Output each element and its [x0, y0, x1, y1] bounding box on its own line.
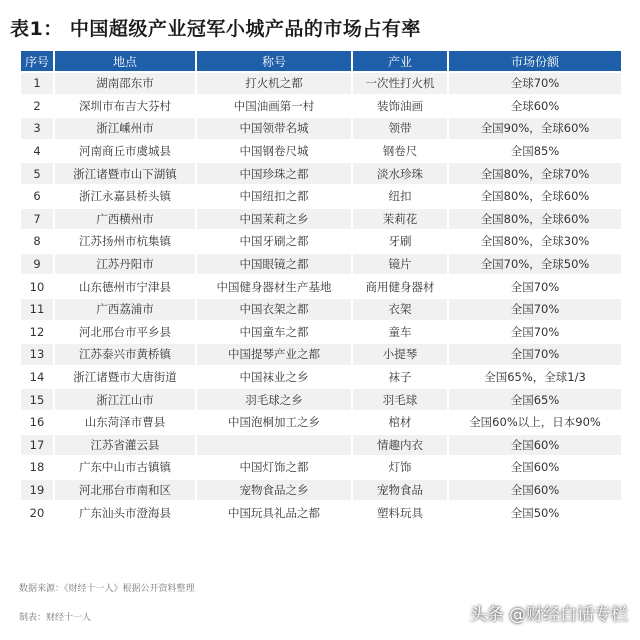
- cell-location: 河北邢台市平乡县: [55, 322, 195, 343]
- table-row: [21, 186, 621, 207]
- table-row: [21, 73, 621, 94]
- cell-market-share: 全球60%: [449, 96, 621, 117]
- cell-location: 江苏省灌云县: [55, 435, 195, 456]
- cell-market-share: 全球70%: [449, 73, 621, 94]
- cell-index: 13: [21, 344, 53, 365]
- cell-index: 14: [21, 367, 53, 388]
- cell-market-share: 全国60%: [449, 435, 621, 456]
- cell-title: 宠物食品之乡: [197, 480, 351, 501]
- table-row: [21, 502, 621, 523]
- cell-market-share: 全国80%，全球60%: [449, 209, 621, 230]
- cell-market-share: 全国65%: [449, 389, 621, 410]
- cell-location: 浙江永嘉县桥头镇: [55, 186, 195, 207]
- cell-title: 中国玩具礼品之都: [197, 502, 351, 523]
- cell-location: 山东德州市宁津县: [55, 276, 195, 297]
- cell-index: 20: [21, 502, 53, 523]
- table-row: [21, 412, 621, 433]
- cell-title: 中国牙刷之都: [197, 231, 351, 252]
- market-share-table-container: [19, 49, 621, 525]
- cell-index: 2: [21, 96, 53, 117]
- cell-market-share: 全国70%: [449, 299, 621, 320]
- cell-industry: 宠物食品: [353, 480, 447, 501]
- table-row: [21, 457, 621, 478]
- cell-location: 广西荔浦市: [55, 299, 195, 320]
- cell-industry: 情趣内衣: [353, 435, 447, 456]
- table-row: [21, 163, 621, 184]
- cell-index: 16: [21, 412, 53, 433]
- market-share-table: [19, 49, 623, 525]
- cell-index: 3: [21, 118, 53, 139]
- cell-market-share: 全国85%: [449, 141, 621, 162]
- watermark: 头条 @财经白话专栏: [469, 605, 628, 625]
- cell-market-share: 全国60%以上，日本90%: [449, 412, 621, 433]
- table-row: [21, 276, 621, 297]
- table-row: [21, 231, 621, 252]
- table-row: [21, 118, 621, 139]
- cell-title: 中国油画第一村: [197, 96, 351, 117]
- cell-title: 中国纽扣之都: [197, 186, 351, 207]
- table-maker-note: 制表：财经十一人: [19, 613, 92, 623]
- cell-location: 浙江江山市: [55, 389, 195, 410]
- table-row: [21, 435, 621, 456]
- cell-location: 浙江诸暨市大唐街道: [55, 367, 195, 388]
- cell-index: 9: [21, 254, 53, 275]
- table-row: [21, 322, 621, 343]
- table-header: [21, 51, 621, 71]
- cell-location: 河北邢台市南和区: [55, 480, 195, 501]
- header-location: 地点: [55, 51, 195, 71]
- cell-title: 中国眼镜之都: [197, 254, 351, 275]
- cell-location: 广西横州市: [55, 209, 195, 230]
- cell-title: 中国灯饰之都: [197, 457, 351, 478]
- table-row: [21, 480, 621, 501]
- cell-location: 江苏扬州市杭集镇: [55, 231, 195, 252]
- cell-industry: 塑料玩具: [353, 502, 447, 523]
- header-industry: 产业: [353, 51, 447, 71]
- table-row: [21, 299, 621, 320]
- table-row: [21, 367, 621, 388]
- table-body: [21, 73, 621, 523]
- cell-industry: 茉莉花: [353, 209, 447, 230]
- cell-index: 10: [21, 276, 53, 297]
- cell-title: 中国提琴产业之都: [197, 344, 351, 365]
- cell-title: 羽毛球之乡: [197, 389, 351, 410]
- data-source-note: 数据来源：《财经十一人》根据公开资料整理: [19, 584, 195, 594]
- cell-industry: 一次性打火机: [353, 73, 447, 94]
- cell-location: 浙江嵊州市: [55, 118, 195, 139]
- cell-index: 11: [21, 299, 53, 320]
- cell-industry: 钢卷尺: [353, 141, 447, 162]
- cell-location: 广东汕头市澄海县: [55, 502, 195, 523]
- cell-industry: 商用健身器材: [353, 276, 447, 297]
- cell-industry: 棺材: [353, 412, 447, 433]
- cell-market-share: 全国70%，全球50%: [449, 254, 621, 275]
- cell-title: 中国泡桐加工之乡: [197, 412, 351, 433]
- cell-title: 中国童车之都: [197, 322, 351, 343]
- cell-market-share: 全国90%，全球60%: [449, 118, 621, 139]
- table-row: [21, 389, 621, 410]
- table-row: [21, 254, 621, 275]
- cell-market-share: 全国65%，全球1/3: [449, 367, 621, 388]
- table-title: 表1： 中国超级产业冠军小城产品的市场占有率: [10, 18, 421, 40]
- cell-location: 山东菏泽市曹县: [55, 412, 195, 433]
- cell-market-share: 全国70%: [449, 322, 621, 343]
- cell-location: 江苏丹阳市: [55, 254, 195, 275]
- cell-industry: 纽扣: [353, 186, 447, 207]
- cell-location: 深圳市布吉大芬村: [55, 96, 195, 117]
- cell-industry: 灯饰: [353, 457, 447, 478]
- cell-index: 15: [21, 389, 53, 410]
- cell-industry: 领带: [353, 118, 447, 139]
- table-row: [21, 209, 621, 230]
- cell-market-share: 全国80%，全球70%: [449, 163, 621, 184]
- cell-location: 湖南邵东市: [55, 73, 195, 94]
- cell-industry: 袜子: [353, 367, 447, 388]
- cell-market-share: 全国80%，全球60%: [449, 186, 621, 207]
- cell-market-share: 全国50%: [449, 502, 621, 523]
- cell-market-share: 全国70%: [449, 276, 621, 297]
- cell-title: 中国茉莉之乡: [197, 209, 351, 230]
- cell-industry: 小提琴: [353, 344, 447, 365]
- cell-index: 12: [21, 322, 53, 343]
- cell-market-share: 全国60%: [449, 480, 621, 501]
- cell-industry: 淡水珍珠: [353, 163, 447, 184]
- cell-location: 河南商丘市虞城县: [55, 141, 195, 162]
- cell-title: 中国领带名城: [197, 118, 351, 139]
- cell-title: 中国袜业之乡: [197, 367, 351, 388]
- cell-title: 打火机之都: [197, 73, 351, 94]
- cell-index: 17: [21, 435, 53, 456]
- cell-location: 浙江诸暨市山下湖镇: [55, 163, 195, 184]
- cell-index: 1: [21, 73, 53, 94]
- cell-index: 4: [21, 141, 53, 162]
- cell-index: 19: [21, 480, 53, 501]
- cell-title: [197, 435, 351, 456]
- cell-index: 5: [21, 163, 53, 184]
- table-row: [21, 141, 621, 162]
- cell-index: 6: [21, 186, 53, 207]
- cell-industry: 装饰油画: [353, 96, 447, 117]
- cell-market-share: 全国70%: [449, 344, 621, 365]
- table-row: [21, 344, 621, 365]
- cell-industry: 镜片: [353, 254, 447, 275]
- cell-market-share: 全国60%: [449, 457, 621, 478]
- cell-market-share: 全国80%，全球30%: [449, 231, 621, 252]
- cell-index: 18: [21, 457, 53, 478]
- cell-title: 中国珍珠之都: [197, 163, 351, 184]
- cell-location: 广东中山市古镇镇: [55, 457, 195, 478]
- cell-title: 中国健身器材生产基地: [197, 276, 351, 297]
- cell-industry: 牙刷: [353, 231, 447, 252]
- header-market-share: 市场份额: [449, 51, 621, 71]
- cell-title: 中国衣架之都: [197, 299, 351, 320]
- cell-industry: 羽毛球: [353, 389, 447, 410]
- header-index: 序号: [21, 51, 53, 71]
- cell-index: 7: [21, 209, 53, 230]
- header-row: [21, 51, 621, 71]
- cell-industry: 衣架: [353, 299, 447, 320]
- table-row: [21, 96, 621, 117]
- cell-location: 江苏泰兴市黄桥镇: [55, 344, 195, 365]
- cell-industry: 童车: [353, 322, 447, 343]
- cell-index: 8: [21, 231, 53, 252]
- header-title: 称号: [197, 51, 351, 71]
- cell-title: 中国钢卷尺城: [197, 141, 351, 162]
